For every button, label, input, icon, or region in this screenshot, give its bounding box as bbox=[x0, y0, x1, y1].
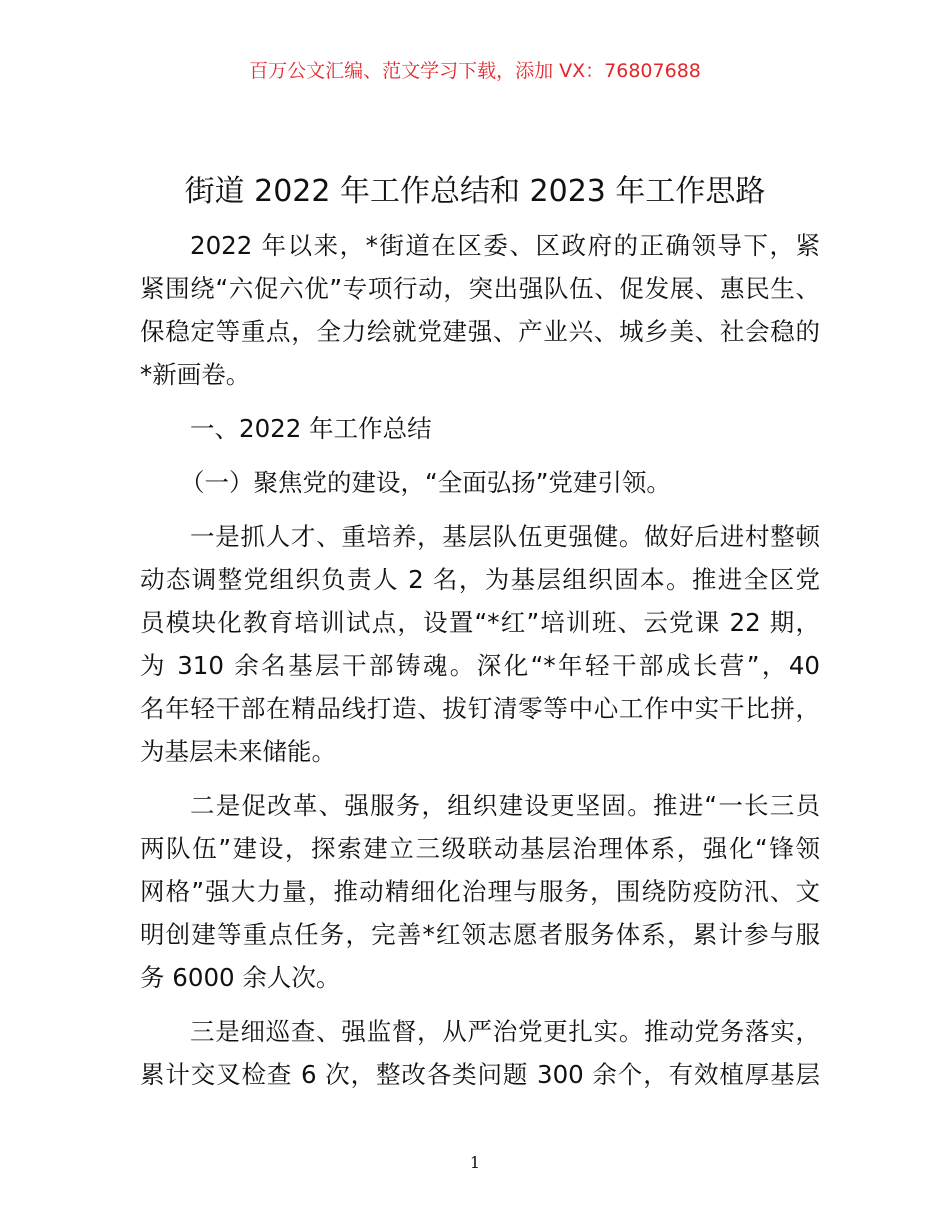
text-line: 紧围绕“六促六优”专项行动，突出强队伍、促发展、惠民生、 bbox=[140, 274, 820, 303]
text-line: 二是促改革、强服务，组织建设更坚固。推进“一长三员 bbox=[190, 791, 820, 820]
text-line: 一是抓人才、重培养，基层队伍更强健。做好后进村整顿 bbox=[190, 522, 820, 551]
paragraph-3 bbox=[140, 1010, 820, 1096]
text-line: 明创建等重点任务，完善*红领志愿者服务体系，累计参与服 bbox=[140, 920, 820, 949]
paragraph-1 bbox=[140, 515, 820, 773]
text-line: 员模块化教育培训试点，设置“*红”培训班、云党课 22 期， bbox=[140, 608, 820, 637]
section-heading bbox=[140, 407, 820, 450]
text-line: 为基层未来储能。 bbox=[140, 737, 336, 766]
document-title: 街道 2022 年工作总结和 2023 年工作思路 bbox=[184, 174, 766, 209]
text-line: 保稳定等重点，全力绘就党建强、产业兴、城乡美、社会稳的 bbox=[140, 317, 820, 346]
text-line: 2022 年以来，*街道在区委、区政府的正确领导下，紧 bbox=[190, 231, 820, 260]
paragraph-intro bbox=[140, 224, 820, 396]
text-line: 名年轻干部在精品线打造、拔钉清零等中心工作中实干比拼， bbox=[140, 694, 820, 723]
document-body bbox=[140, 224, 820, 1107]
text-line: 三是细巡查、强监督，从严治党更扎实。推动党务落实， bbox=[190, 1017, 820, 1046]
page-number: 1 bbox=[469, 1153, 481, 1172]
text-line: 网格”强大力量，推动精细化治理与服务，围绕防疫防汛、文 bbox=[140, 877, 820, 906]
subsection-heading bbox=[140, 461, 820, 504]
paragraph-2 bbox=[140, 784, 820, 999]
text-line: *新画卷。 bbox=[140, 360, 251, 389]
text-line: 动态调整党组织负责人 2 名，为基层组织固本。推进全区党 bbox=[140, 565, 820, 594]
text-line: 累计交叉检查 6 次，整改各类问题 300 余个，有效植厚基层 bbox=[140, 1060, 820, 1089]
text-line: 两队伍”建设，探索建立三级联动基层治理体系，强化“锋领 bbox=[140, 834, 820, 863]
text-line: 为 310 余名基层干部铸魂。深化“*年轻干部成长营”，40 bbox=[140, 651, 820, 680]
text-line: 务 6000 余人次。 bbox=[140, 963, 341, 992]
watermark-header: 百万公文汇编、范文学习下载，添加 VX：76807688 bbox=[249, 60, 701, 82]
text-line: （一）聚焦党的建设，“全面弘扬”党建引领。 bbox=[180, 468, 671, 497]
text-line: 一、2022 年工作总结 bbox=[190, 414, 432, 443]
